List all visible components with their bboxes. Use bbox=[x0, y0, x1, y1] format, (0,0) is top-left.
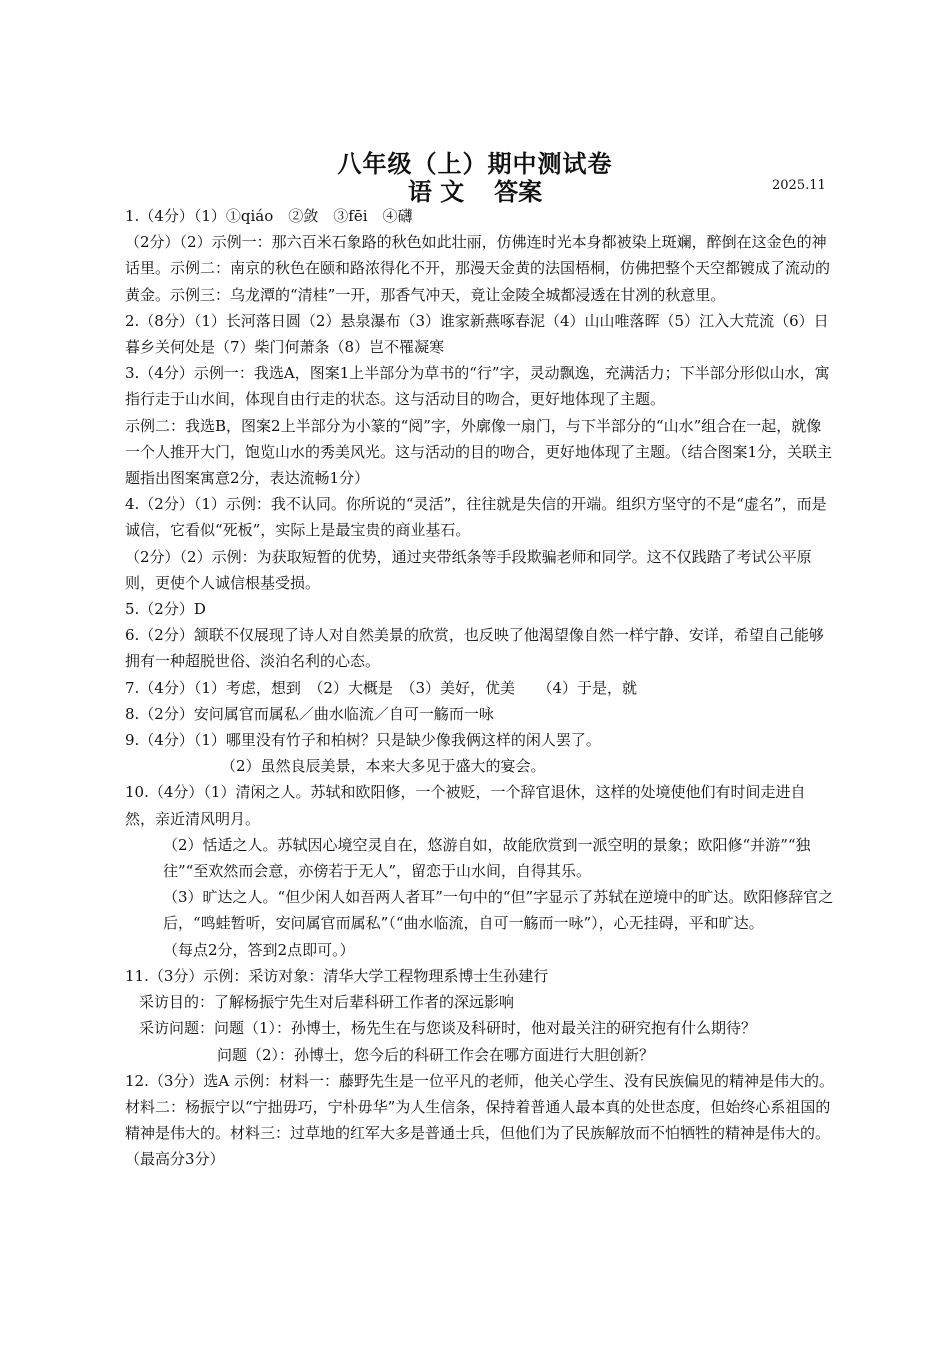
answer-line: （2）虽然良辰美景，本来大多见于盛大的宴会。 bbox=[221, 757, 546, 776]
exam-date: 2025.11 bbox=[772, 178, 826, 193]
answer-line: 11.（3分）示例：采访对象：清华大学工程物理系博士生孙建行 bbox=[125, 966, 549, 985]
answers-label: 答案 bbox=[494, 178, 543, 206]
page-title: 八年级（上）期中测试卷 bbox=[337, 150, 613, 178]
answer-line: 问题（2）：孙博士，您今后的科研工作会在哪方面进行大胆创新？ bbox=[217, 1045, 655, 1064]
answer-line: 1.（4分）（1）①qiáo ②敛 ③fēi ④礴 bbox=[125, 207, 413, 225]
subject-label: 语 文 bbox=[407, 178, 465, 206]
answer-line: （每点2分，答到2点即可。） bbox=[163, 940, 355, 959]
answer-line: （2分）（2）示例：为获取短暂的优势，通过夹带纸条等手段欺骗老师和同学。这不仅践踏了考试公平原则，更使个人诚信根基受损。 bbox=[125, 547, 812, 592]
answer-line: 6.（2分）颔联不仅展现了诗人对自然美景的欣赏，也反映了他渴望像自然一样宁静、安详，希望自己能够拥有一种超脱世俗、淡泊名利的心态。 bbox=[125, 626, 824, 671]
answer-line: 12.（3分）选A 示例：材料一：藤野先生是一位平凡的老师，他关心学生、没有民族偏见的精神是伟大的。材料二：杨振宁以“宁拙毋巧，宁朴毋华”为人生信条，保持着普通人最本真的处世态度，但始终心系祖国的精神是伟大的。材料三：过草地的红军大多是普通士兵，但他们为了民族解放而不怕牺牲的精神是伟大的。（最高分3分） bbox=[125, 1071, 835, 1169]
answer-line: （3）旷达之人。“但少闲人如吾两人者耳”一句中的“但”字显示了苏轼在逆境中的旷达。欧阳修辞官之后，“鸣蛙暂听，安问属官而属私”（“曲水临流，自可一觞而一咏”），心无挂碍，平和旷达。 bbox=[163, 888, 834, 933]
answer-body bbox=[125, 203, 835, 1173]
answer-line: 采访目的：了解杨振宁先生对后辈科研工作者的深远影响 bbox=[139, 993, 515, 1012]
answer-line: 10.（4分）（1）清闲之人。苏轼和欧阳修，一个被贬，一个辞官退休，这样的处境使他们有时间走进自然，亲近清风明月。 bbox=[125, 783, 806, 828]
answer-line: 采访问题：问题（1）：孙博士，杨先生在与您谈及科研时，他对最关注的研究抱有什么期待？ bbox=[139, 1019, 757, 1038]
answer-line: 示例二：我选B，图案2上半部分为小篆的“阅”字，外廓像一扇门，与下半部分的“山水”组合在一起，就像一个人推开大门，饱览山水的秀美风光。这与活动的目的吻合，更好地体现了主题。（结合图案1分，关联主题指出图案寓意2分，表达流畅1分） bbox=[125, 416, 833, 488]
answer-line: 5.（2分）D bbox=[125, 600, 206, 619]
answer-line: 3.（4分）示例一：我选A，图案1上半部分为草书的“行”字，灵动飘逸，充满活力；下半部分形似山水，寓指行走于山水间，体现自由行走的状态。这与活动目的吻合，更好地体现了主题。 bbox=[125, 364, 830, 409]
answer-line: （2）恬适之人。苏轼因心境空灵自在，悠游自如，故能欣赏到一派空明的景象；欧阳修“并游”“独往”“至欢然而会意，亦傍若于无人”，留恋于山水间，自得其乐。 bbox=[163, 835, 811, 881]
answer-line: 7.（4分）（1）考虑，想到 （2）大概是 （3）美好，优美 （4）于是，就 bbox=[125, 678, 638, 697]
answer-line: 8.（2分）安问属官而属私／曲水临流／自可一觞而一咏 bbox=[125, 704, 494, 723]
answer-line: 2.（8分）（1）长河落日圆（2）悬泉瀑布（3）谁家新燕啄春泥（4）山山唯落晖（5）江入大荒流（6）日暮乡关何处是（7）柴门何萧条（8）岂不罹凝寒 bbox=[125, 311, 829, 357]
answer-line: 4.（2分）（1）示例：我不认同。你所说的“灵活”，往往就是失信的开端。组织方坚守的不是“虚名”，而是诚信，它看似“死板”，实际上是最宝贵的商业基石。 bbox=[125, 495, 827, 540]
answer-line: 9.（4分）（1）哪里没有竹子和柏树？只是缺少像我俩这样的闲人罢了。 bbox=[125, 731, 601, 750]
answer-line: （2分）（2）示例一：那六百米石象路的秋色如此壮丽，仿佛连时光本身都被染上斑斓，醉倒在这金色的神话里。示例二：南京的秋色在颐和路浓得化不开，那漫天金黄的法国梧桐，仿佛把整个天空都镀成了流动的黄金。示例三：乌龙潭的“清桂”一开，那香气冲天，竟让金陵全城都浸透在甘冽的秋意里。 bbox=[125, 233, 831, 304]
